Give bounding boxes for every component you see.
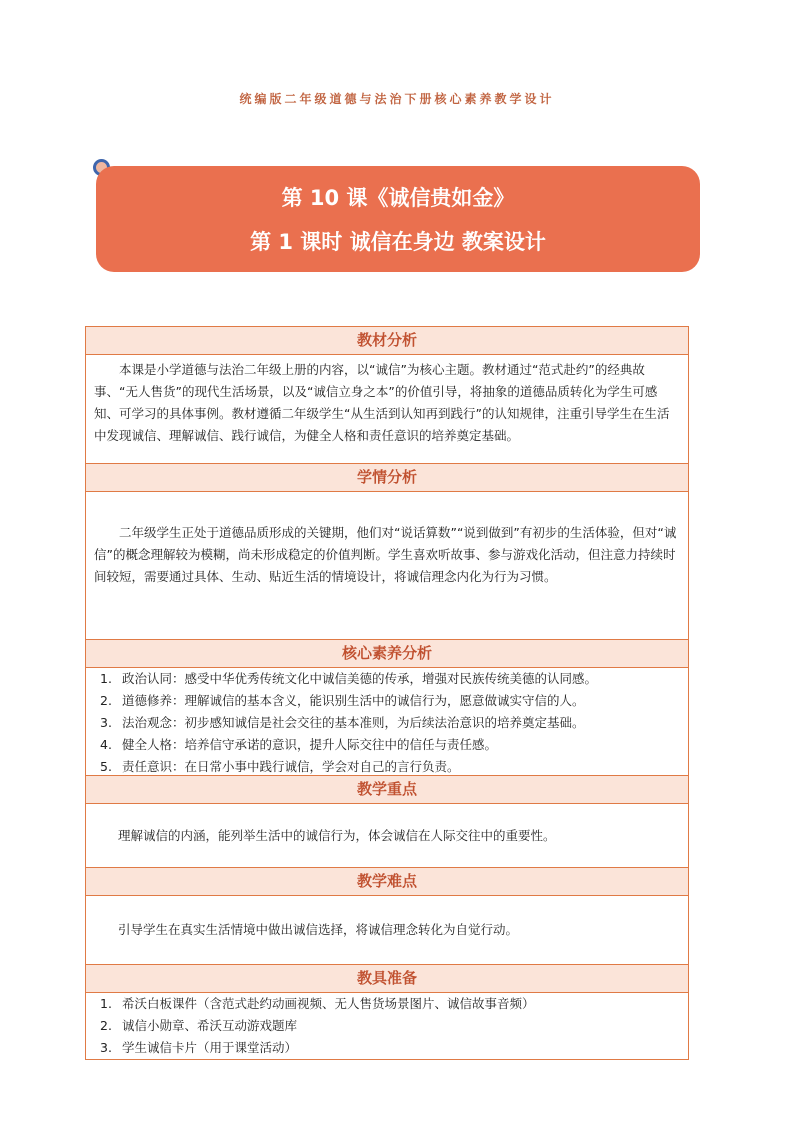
section-body-students bbox=[86, 492, 688, 640]
section-body-textbook bbox=[86, 355, 688, 464]
section-title-materials: 教具准备 bbox=[86, 965, 688, 993]
list-item: 4. 健全人格：培养信守承诺的意识，提升人际交往中的信任与责任感。 bbox=[100, 737, 498, 752]
literacy-list bbox=[94, 668, 680, 778]
list-item: 3. 法治观念：初步感知诚信是社会交往的基本准则，为后续法治意识的培养奠定基础。 bbox=[100, 715, 585, 730]
list-item: 5. 责任意识：在日常小事中践行诚信，学会对自己的言行负责。 bbox=[100, 759, 460, 774]
section-title-literacy: 核心素养分析 bbox=[86, 640, 688, 668]
lesson-title: 第 10 课《诚信贵如金》 bbox=[281, 186, 515, 210]
list-item: 1. 希沃白板课件（含范式赴约动画视频、无人售货场景图片、诚信故事音频） bbox=[100, 996, 535, 1011]
list-item: 2. 道德修养：理解诚信的基本含义，能识别生活中的诚信行为，愿意做诚实守信的人。 bbox=[100, 693, 585, 708]
list-item: 1. 政治认同：感受中华优秀传统文化中诚信美德的传承，增强对民族传统美德的认同感。 bbox=[100, 671, 598, 686]
section-title-difficulties: 教学难点 bbox=[86, 868, 688, 896]
list-item: 3. 学生诚信卡片（用于课堂活动） bbox=[100, 1040, 298, 1055]
section-title-textbook: 教材分析 bbox=[86, 327, 688, 355]
student-analysis-text: 二年级学生正处于道德品质形成的关键期，他们对“说话算数”“说到做到”有初步的生活体验，但对“诚信”的概念理解较为模糊，尚未形成稳定的价值判断。学生喜欢听故事、参与游戏化活动，但注意力持续时间较短，需要通过具体、生动、贴近生活的情境设计，将诚信理念内化为行为习惯。 bbox=[94, 525, 677, 584]
section-title-students: 学情分析 bbox=[86, 464, 688, 492]
section-body-difficulties bbox=[86, 896, 688, 965]
lesson-subtitle: 第 1 课时 诚信在身边 教案设计 bbox=[250, 230, 546, 254]
title-banner bbox=[96, 166, 700, 272]
document-header: 统编版二年级道德与法治下册核心素养教学设计 bbox=[239, 92, 555, 106]
section-body-literacy bbox=[86, 668, 688, 776]
materials-list bbox=[94, 993, 680, 1059]
section-body-materials bbox=[86, 993, 688, 1059]
keypoints-text: 理解诚信的内涵，能列举生活中的诚信行为，体会诚信在人际交往中的重要性。 bbox=[118, 828, 556, 843]
difficulties-text: 引导学生在真实生活情境中做出诚信选择，将诚信理念转化为自觉行动。 bbox=[118, 922, 519, 937]
textbook-analysis-text: 本课是小学道德与法治二年级上册的内容，以“诚信”为核心主题。教材通过“范式赴约”的经典故事、“无人售货”的现代生活场景，以及“诚信立身之本”的价值引导，将抽象的道德品质转化为学生可感知、可学习的具体事例。教材遵循二年级学生“从生活到认知再到践行”的认知规律，注重引导学生在生活中发现诚信、理解诚信、践行诚信，为健全人格和责任意识的培养奠定基础。 bbox=[94, 362, 670, 443]
lesson-plan-table bbox=[85, 326, 689, 1060]
section-body-keypoints bbox=[86, 804, 688, 868]
list-item: 2. 诚信小勋章、希沃互动游戏题库 bbox=[100, 1018, 298, 1033]
section-title-keypoints: 教学重点 bbox=[86, 776, 688, 804]
